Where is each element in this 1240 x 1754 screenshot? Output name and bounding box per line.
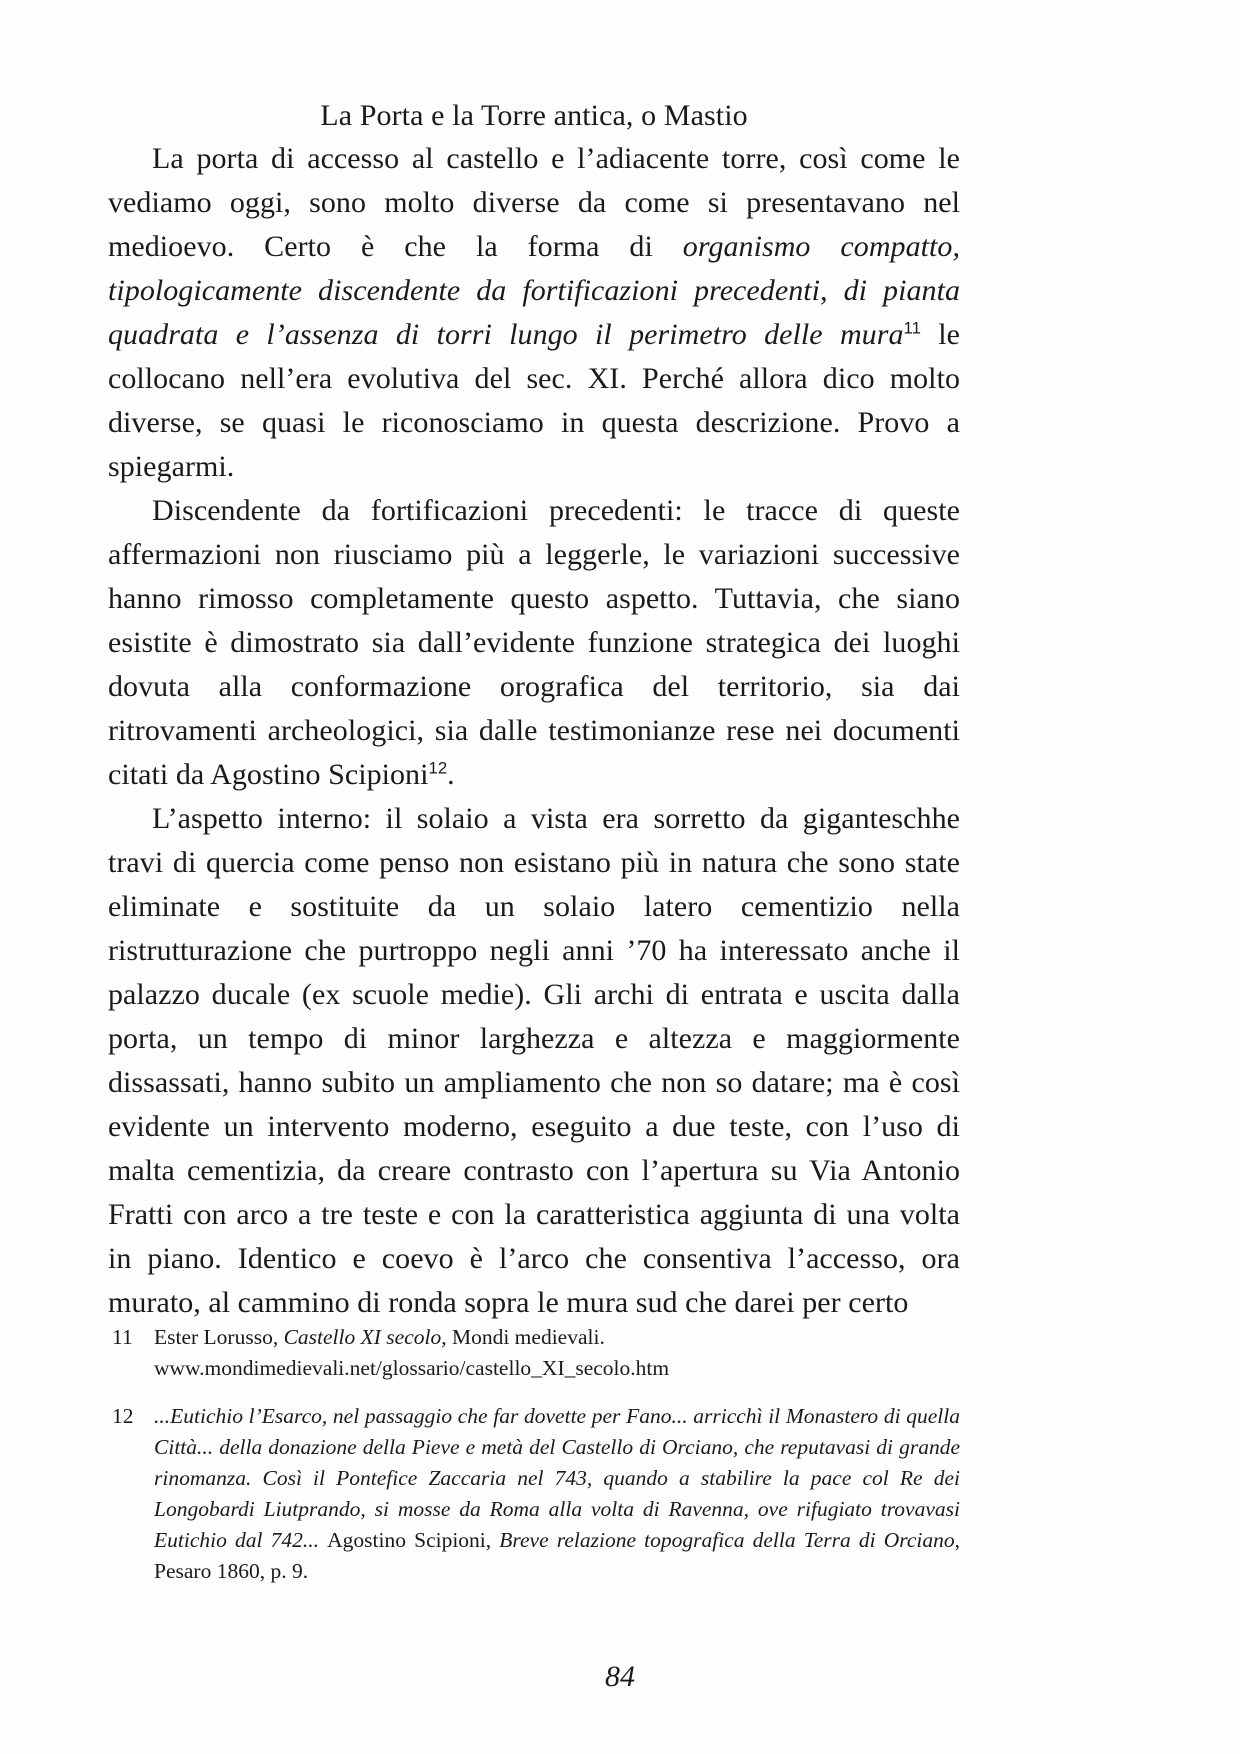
paragraph-1 <box>108 137 960 489</box>
footnote-number: 12 <box>112 1404 134 1428</box>
page-body-text <box>108 96 960 1325</box>
paragraph-3 <box>108 797 960 1325</box>
footnotes-block <box>108 1322 960 1604</box>
text-run: . <box>447 758 455 791</box>
footnote-item <box>108 1322 960 1384</box>
footnote-text <box>154 1322 960 1384</box>
footnote-number: 11 <box>112 1325 133 1349</box>
paragraph-2 <box>108 489 960 797</box>
text-run: Discendente da fortificazioni precedenti: le tracce di queste affermazioni non riusciamo più a leggerle, le variazioni successive hanno rimosso completamente questo aspetto. Tuttavia, che siano esistite è dimostrato sia dall’evidente funzione strategica dei luoghi dovuta alla conformazione orografica del territorio, sia dai ritrovamenti archeologici, sia dalle testimonianze rese nei documenti citati da Agostino Scipioni <box>108 494 960 791</box>
footnote-reference[interactable]: 11 <box>903 318 921 338</box>
text-run: La porta di accesso al castello e l’adiacente torre, così come le vediamo oggi, sono molto diverse da come si presentavano nel medioevo. Certo è che la forma di <box>108 142 960 263</box>
text-run: le collocano nell’era evolutiva del sec. XI. Perché allora dico molto diverse, se quasi le riconosciamo in questa descrizione. Provo a spiegarmi. <box>108 318 960 483</box>
footnote-url[interactable]: www.mondimedievali.net/glossario/castello_XI_secolo.htm <box>154 1356 670 1380</box>
italic-run: Breve relazione topografica della Terra di Orciano <box>499 1528 955 1552</box>
section-heading: La Porta e la Torre antica, o Mastio <box>320 99 748 132</box>
footnote-text <box>154 1401 960 1587</box>
footnote-reference[interactable]: 12 <box>428 758 448 778</box>
text-run: Ester Lorusso, <box>154 1325 284 1349</box>
page-number: 84 <box>605 1660 635 1693</box>
text-run: , Mondi medievali. <box>441 1325 605 1349</box>
italic-run: Castello XI secolo <box>283 1325 442 1349</box>
footnote-item <box>108 1401 960 1587</box>
italic-run: organismo compatto, tipologicamente discendente da fortificazioni precedenti, di pianta quadrata e l’assenza di torri lungo il perimetro delle mura <box>108 230 961 351</box>
text-run: , Pesaro 1860, p. 9. <box>154 1528 960 1583</box>
text-run: L’aspetto interno: il solaio a vista era sorretto da giganteschhe travi di quercia come penso non esistano più in natura che sono state eliminate e sostituite da un solaio latero cementizio nella ristrutturazione che purtroppo negli anni ’70 ha interessato anche il palazzo ducale (ex scuole medie). Gli archi di entrata e uscita dalla porta, un tempo di minor larghezza e altezza e maggiormente dissassati, hanno subito un ampliamento che non so datare; ma è così evidente un intervento moderno, eseguito a due teste, con l’uso di malta cementizia, da creare contrasto con l’apertura su Via Antonio Fratti con arco a tre teste e con la caratteristica aggiunta di una volta in piano. Identico e coevo è l’arco che consentiva l’accesso, ora murato, al cammino di ronda sopra le mura sud che darei per certo <box>108 802 960 1319</box>
text-run: Agostino Scipioni, <box>327 1528 500 1552</box>
italic-run: ...Eutichio l’Esarco, nel passaggio che far dovette per Fano... arricchì il Monastero di quella Città... della donazione della Pieve e metà del Castello di Orciano, che reputavasi di grande rinomanza. Così il Pontefice Zaccaria nel 743, quando a stabilire la pace col Re dei Longobardi Liutprando, si mosse da Roma alla volta di Ravenna, ove rifugiato trovavasi Eutichio dal 742... <box>154 1404 960 1552</box>
